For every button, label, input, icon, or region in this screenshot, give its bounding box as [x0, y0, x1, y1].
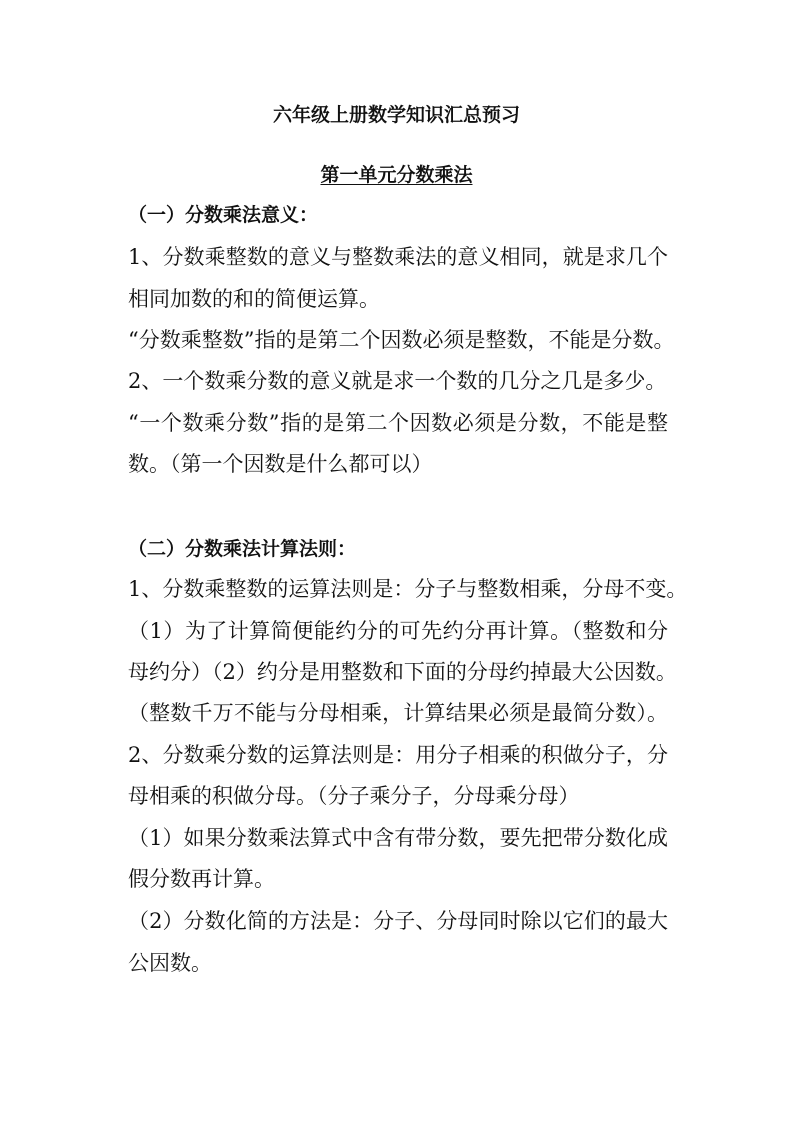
- text-line: “一个数乘分数”指的是第二个因数必须是分数，不能是整: [128, 411, 668, 435]
- text-line: 假分数再计算。: [128, 867, 275, 891]
- text-line: 母相乘的积做分母。（分子乘分子，分母乘分母）: [128, 784, 580, 808]
- text-line: （整数千万不能与分母相乘，计算结果必须是最简分数）。: [128, 701, 668, 725]
- text-line: 公因数。: [128, 951, 212, 975]
- text-line: 2、分数乘分数的运算法则是：用分子相乘的积做分子，分: [128, 743, 668, 767]
- section-heading: （二）分数乘法计算法则：: [128, 538, 357, 560]
- text-line: “分数乘整数”指的是第二个因数必须是整数，不能是分数。: [128, 328, 675, 352]
- section-heading: （一）分数乘法意义：: [128, 204, 319, 226]
- unit-title: 第一单元分数乘法: [320, 164, 473, 186]
- text-line: 2、一个数乘分数的意义就是求一个数的几分之几是多少。: [128, 369, 667, 393]
- document-title: 六年级上册数学知识汇总预习: [272, 104, 520, 126]
- text-line: （1）如果分数乘法算式中含有带分数，要先把带分数化成: [128, 826, 668, 850]
- text-line: 数。（第一个因数是什么都可以）: [128, 452, 433, 476]
- text-line: 母约分）（2）约分是用整数和下面的分母约掉最大公因数。: [128, 660, 677, 684]
- text-line: （1）为了计算简便能约分的可先约分再计算。（整数和分: [128, 619, 668, 643]
- text-line: 相同加数的和的简便运算。: [128, 287, 380, 311]
- text-line: （2）分数化简的方法是：分子、分母同时除以它们的最大: [128, 909, 668, 933]
- text-line: 1、分数乘整数的意义与整数乘法的意义相同，就是求几个: [128, 245, 668, 269]
- text-line: 1、分数乘整数的运算法则是：分子与整数相乘，分母不变。: [128, 577, 688, 601]
